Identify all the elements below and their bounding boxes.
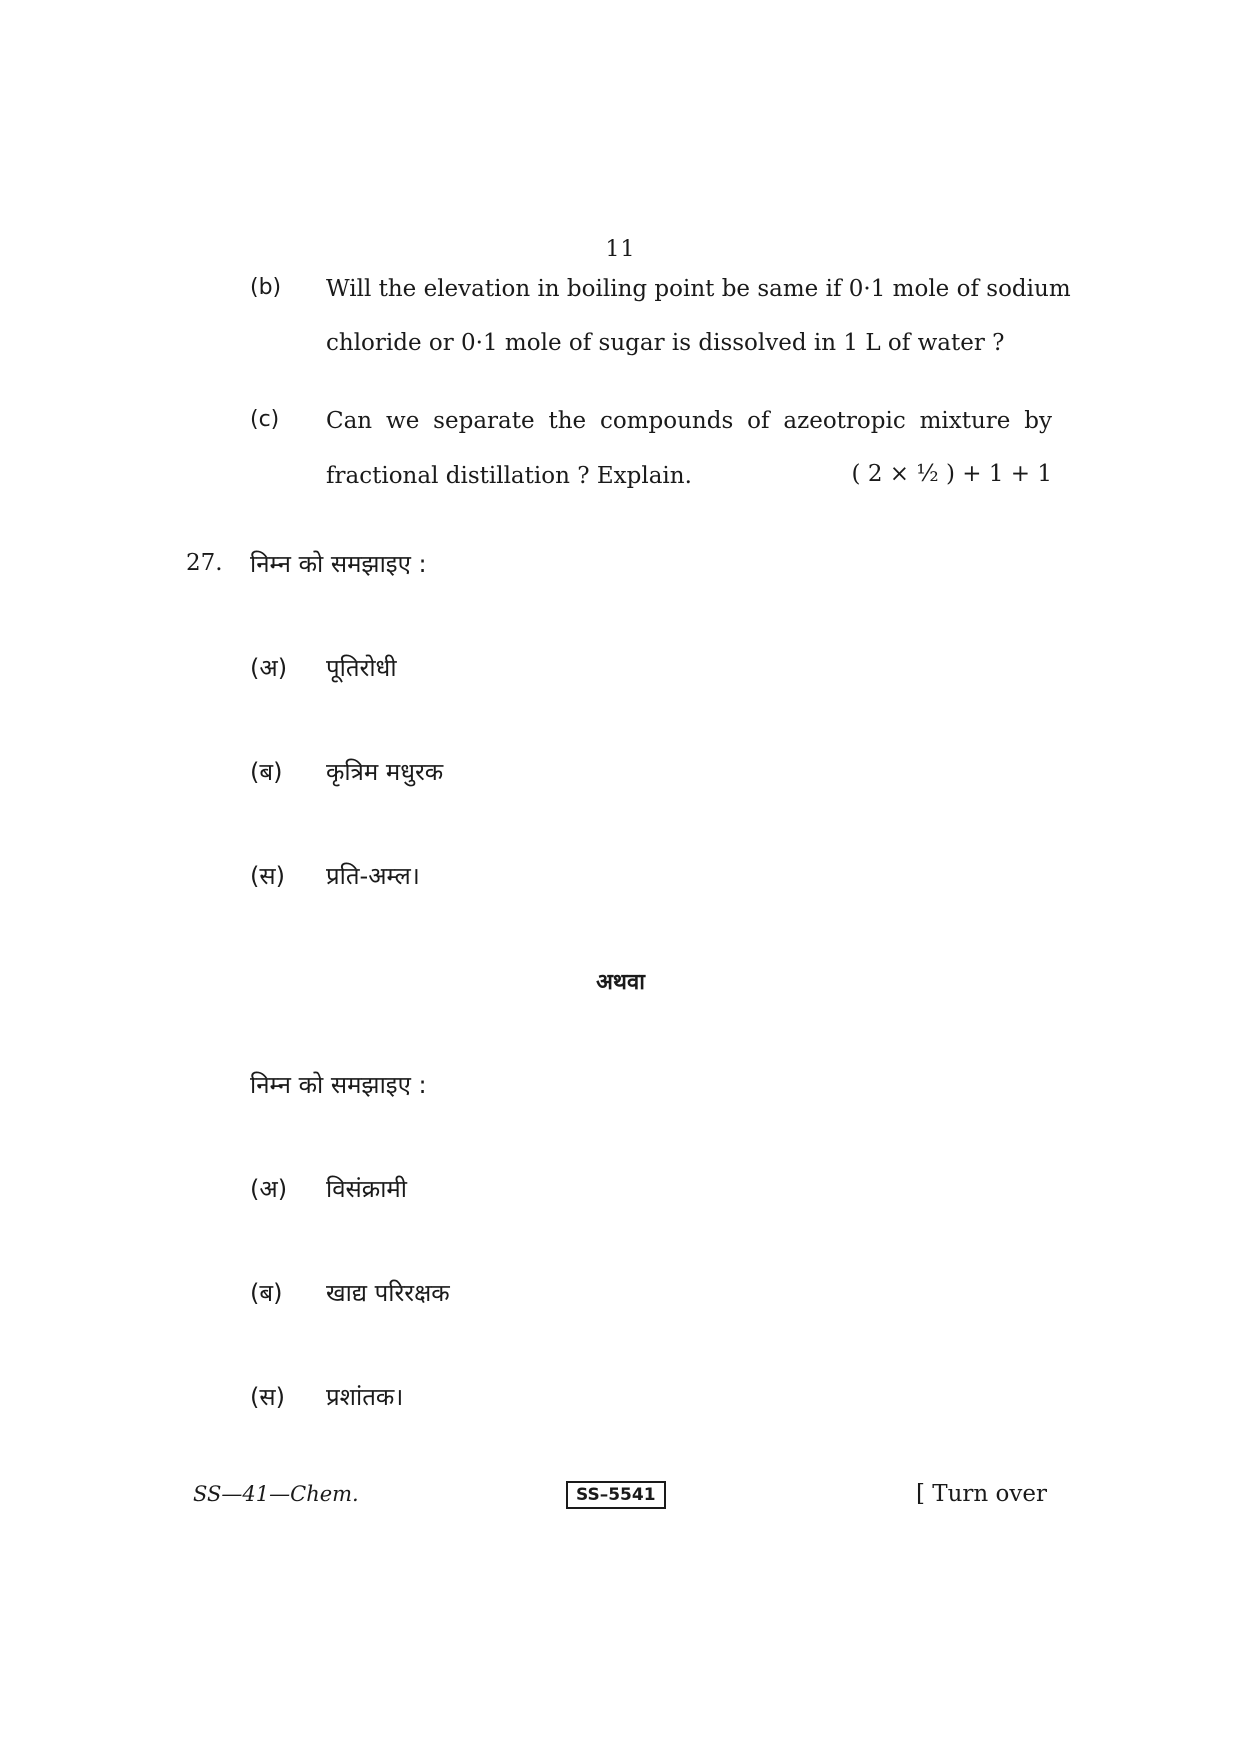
q27-alt-item-a-text: विसंक्रामी	[326, 1175, 407, 1203]
q27-number: 27.	[186, 550, 223, 576]
q27-alt-item-b-text: खाद्य परिरक्षक	[326, 1279, 450, 1307]
q27-prompt: निम्न को समझाइए :	[250, 550, 427, 578]
q26-b-label: (b)	[250, 275, 282, 300]
q27-alt-item-c-text: प्रशांतक।	[326, 1383, 404, 1411]
or-separator: अथवा	[596, 970, 645, 995]
q27-alt-prompt: निम्न को समझाइए :	[250, 1071, 427, 1099]
q27-item-a-text: पूतिरोधी	[326, 654, 397, 682]
q27-item-a-label: (अ)	[250, 654, 288, 682]
q27-alt-item-b-label: (ब)	[250, 1279, 283, 1307]
q27-item-c-text: प्रति-अम्ल।	[326, 862, 420, 890]
q27-item-b-text: कृत्रिम मधुरक	[326, 758, 444, 786]
turn-over-note: [ Turn over	[915, 1481, 1047, 1507]
q27-item-c-label: (स)	[250, 862, 285, 890]
q27-alt-item-a-label: (अ)	[250, 1175, 288, 1203]
q26-b-line2: chloride or 0·1 mole of sugar is dissolved in 1 L of water ?	[326, 330, 1005, 356]
q27-alt-item-c-label: (स)	[250, 1383, 285, 1411]
q26-marks: ( 2 × ½ ) + 1 + 1	[851, 461, 1052, 487]
footer-series-code: SS–5541	[566, 1481, 666, 1509]
page-number: 11	[605, 237, 636, 262]
q26-c-line2: fractional distillation ? Explain.	[326, 463, 692, 489]
q26-c-label: (c)	[250, 407, 280, 432]
q26-c-line1: Can we separate the compounds of azeotropic mixture by	[326, 408, 1052, 434]
footer-paper-code: SS—41—Chem.	[193, 1482, 359, 1506]
q27-item-b-label: (ब)	[250, 758, 283, 786]
q26-b-line1: Will the elevation in boiling point be same if 0·1 mole of sodium	[326, 276, 1071, 302]
